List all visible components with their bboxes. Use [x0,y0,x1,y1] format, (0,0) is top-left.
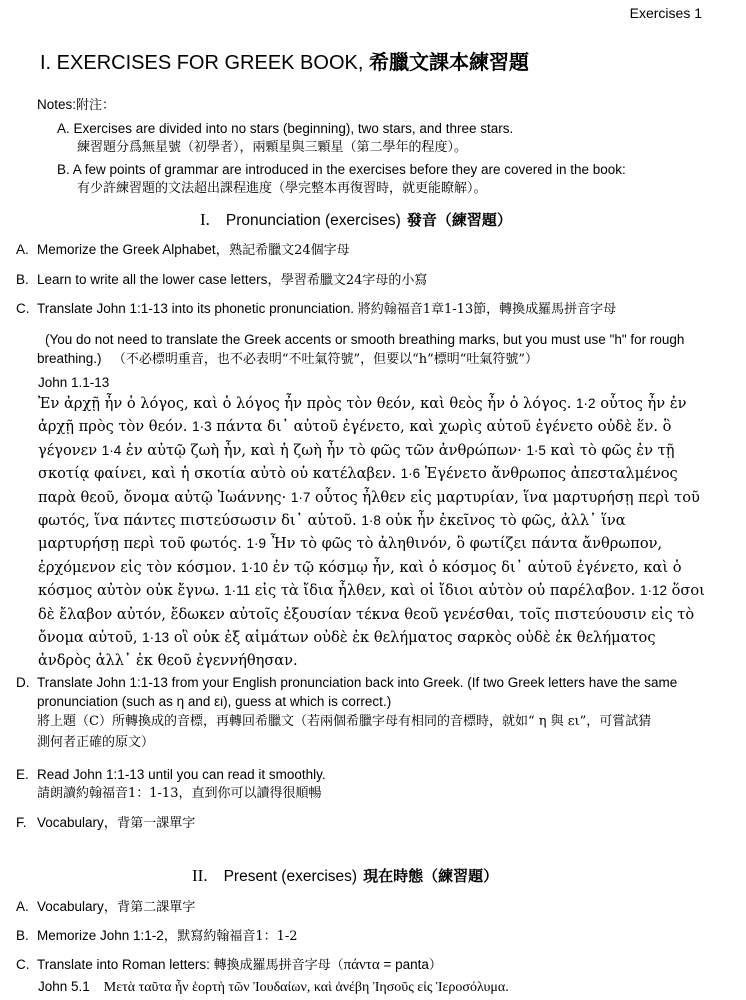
verse-text: οἳ οὐκ ἐξ αἱμάτων οὐδὲ ἐκ θελήματος σαρκὸς οὐδὲ ἐκ θελήματος ἀνδρὸς ἀλλ᾽ ἐκ θεοῦ ἐγεννήθησαν. [38,629,656,670]
s1-item-d [16,673,677,753]
item-text-zh: 轉換成羅馬拼音字母（ [213,958,344,973]
breathing-note [37,330,717,369]
verse-number: 1·3 [192,419,212,435]
breathing-note-zh: （不必標明重音，也不必表明“不吐氣符號”，但要以“h”標明“吐氣符號”） [112,352,539,367]
verse-text: ἐν τῷ κόσμῳ ἦν, καὶ ὁ κόσμος δι᾽ αὐτοῦ ἐγένετο, καὶ ὁ κόσμος αὐτὸν οὐκ ἔγνω. [38,558,682,600]
s1-item-a [16,240,350,260]
item-e-zh: 請朗讀約翰福音1：1-13，直到你可以讀得很順暢 [37,786,322,801]
verse-number: 1·9 [246,536,266,552]
item-text-zh: 熟記希臘文24個字母 [229,243,350,258]
verse-text: πάντα δι᾽ αὐτοῦ ἐγένετο, καὶ χωρὶς αὐτοῦ ἐγένετο οὐδὲ ἕν. ὃ γέγονεν [38,418,672,459]
item-text: Vocabulary， [37,899,118,914]
item-text: Vocabulary， [37,815,118,830]
verse-number: 1·4 [101,442,122,458]
verse-number: 1·6 [400,466,421,482]
note-a-zh: 練習題分爲無星號（初學者），兩顆星與三顆星（第二學年的程度）。 [77,140,468,155]
item-text: Memorize the Greek Alphabet， [37,242,230,257]
section-2-title-zh: 現在時態（練習題） [363,867,499,885]
item-text: Learn to write all the lower case letters， [37,272,281,287]
s1-item-e [16,765,326,803]
s1-item-b [16,270,427,290]
notes-label-en: Notes: [37,97,77,112]
note-b-en: B. A few points of grammar are introduced in the exercises before they are covered in the book: [57,162,626,177]
verse-number: 1·5 [526,442,546,458]
item-label: D. [16,675,30,690]
verse-text: ἐν αὐτῷ ζωὴ ἦν, καὶ ἡ ζωὴ ἦν τὸ φῶς τῶν ἀνθρώπων· [121,441,527,459]
section-1-roman: I. [200,210,210,229]
john-5-1-ref: John 5.1 [38,979,90,994]
section-1-title-zh: 發音（練習題） [406,211,512,229]
s2-item-b [16,926,298,946]
item-label: B. [16,272,29,287]
title-chinese: 希臘文課本練習題 [368,50,529,74]
note-b [57,160,626,198]
verse-text: οὗτος ἦν ἐν ἀρχῇ πρὸς τὸν θεόν. [38,395,687,436]
verse-text: Ἐγένετο ἄνθρωπος ἀπεσταλμένος παρὰ θεοῦ, ὄνομα αὐτῷ Ἰωάννης· [38,465,678,506]
item-text-zh: 背第二課單字 [117,900,196,915]
verse-number: 1·2 [576,396,596,411]
verse-number: 1·7 [290,489,311,505]
item-d-line2: pronunciation (such as η and ει), guess at which is correct.) [37,694,392,709]
section-2-title: Present (exercises) [223,868,358,885]
item-text: Translate John 1:1-13 into its phonetic pronunciation. [37,301,358,316]
item-label: F. [16,815,27,830]
item-text: Memorize John 1:1-2， [37,928,178,943]
item-close-paren: ） [428,958,442,973]
note-a-en: A. Exercises are divided into no stars (beginning), two stars, and three stars. [57,121,514,136]
notes-label-zh: 附注： [76,98,116,113]
s2-item-a [16,897,195,917]
notes-label [37,95,115,115]
item-d-zh1: 將上題（C）所轉換成的音標，再轉回希臘文（若兩個希臘字母有相同的音標時，就如“ η 與 ει”，可嘗試猜 [37,714,652,729]
s1-item-c [16,299,616,319]
title-english: I. EXERCISES FOR GREEK BOOK, [40,52,364,74]
note-b-zh: 有少許練習題的文法超出課程進度（學完整本再復習時，就更能瞭解）。 [77,181,487,196]
item-label: C. [16,301,30,316]
verse-number: 1·11 [224,583,251,599]
verse-text: οὐκ ἦν ἐκεῖνος τὸ φῶς, ἀλλ᾽ ἵνα μαρτυρήσῃ περὶ τοῦ φωτός. [38,512,626,553]
verse-number: 1·10 [241,559,269,575]
page-header: Exercises 1 [629,5,702,21]
john-5-1-text: Μετὰ ταῦτα ἦν ἑορτὴ τῶν Ἰουδαίων, καὶ ἀνέβη Ἰησοῦς εἰς Ἱεροσόλυμα. [103,980,509,995]
section-2-roman: II. [192,866,208,885]
item-e-text: Read John 1:1-13 until you can read it smoothly. [37,767,326,782]
section-1-heading [200,209,512,230]
item-label: C. [16,957,30,972]
section-1-title: Pronunciation (exercises) [225,212,401,229]
item-d-line1: Translate John 1:1-13 from your English pronunciation back into Greek. (If two Greek letters have the same [37,675,678,690]
breathing-note-en: (You do not need to translate the Greek accents or smooth breathing marks, but you must use "h" for rough breathing.) [37,332,685,366]
item-label: A. [16,899,29,914]
s2-item-c [16,955,442,975]
verse-number: 1·12 [639,583,667,599]
verse-text: καὶ τὸ φῶς ἐν τῇ σκοτίᾳ φαίνει, καὶ ἡ σκοτία αὐτὸ οὐ κατέλαβεν. [38,441,675,483]
item-text-zh: 學習希臘文24字母的小寫 [280,273,428,288]
section-2-heading [192,865,498,886]
item-label: E. [16,767,29,782]
verse-text: οὗτος ἦλθεν εἰς μαρτυρίαν, ἵνα μαρτυρήσῃ περὶ τοῦ φωτός, ἵνα πάντες πιστεύσωσιν δι᾽ αὐτοῦ. [38,488,700,530]
item-d-zh2: 測何者正確的原文） [37,735,155,750]
item-text-zh: 背第一課單字 [117,816,196,831]
item-text-zh: 默寫約翰福音1：1-2 [177,929,298,944]
verse-text: Ἦν τὸ φῶς τὸ ἀληθινόν, ὃ φωτίζει πάντα ἄνθρωπον, ἐρχόμενον εἰς τὸν κόσμον. [38,535,663,576]
item-equals: = panta [379,957,429,972]
verse-number: 1·8 [361,513,381,529]
verse-number: 1·13 [142,630,170,646]
passage-reference: John 1.1-13 [38,375,110,390]
page-title [40,46,529,75]
item-label: B. [16,928,29,943]
item-text: Translate into Roman letters: [37,957,214,972]
verse-text: Ἐν ἀρχῇ ἦν ὁ λόγος, καὶ ὁ λόγος ἦν πρὸς τὸν θεόν, καὶ θεὸς ἦν ὁ λόγος. [38,395,577,412]
item-label: A. [16,242,29,257]
s1-item-f [16,813,195,833]
verse-text: ὅσοι δὲ ἔλαβον αὐτόν, ἔδωκεν αὐτοῖς ἐξουσίαν τέκνα θεοῦ γενέσθαι, τοῖς πιστεύουσιν εἰς τὸ ὄνομα αὐτοῦ, [38,582,705,647]
verse-text: εἰς τὰ ἴδια ἦλθεν, καὶ οἱ ἴδιοι αὐτὸν οὐ παρέλαβον. [250,582,640,600]
john-5-1 [38,979,509,996]
note-a [57,119,513,157]
greek-passage [38,392,710,673]
item-greek-example: πάντα [343,957,380,973]
item-text-zh: 將約翰福音1章1-13節，轉換成羅馬拼音字母 [357,302,617,317]
